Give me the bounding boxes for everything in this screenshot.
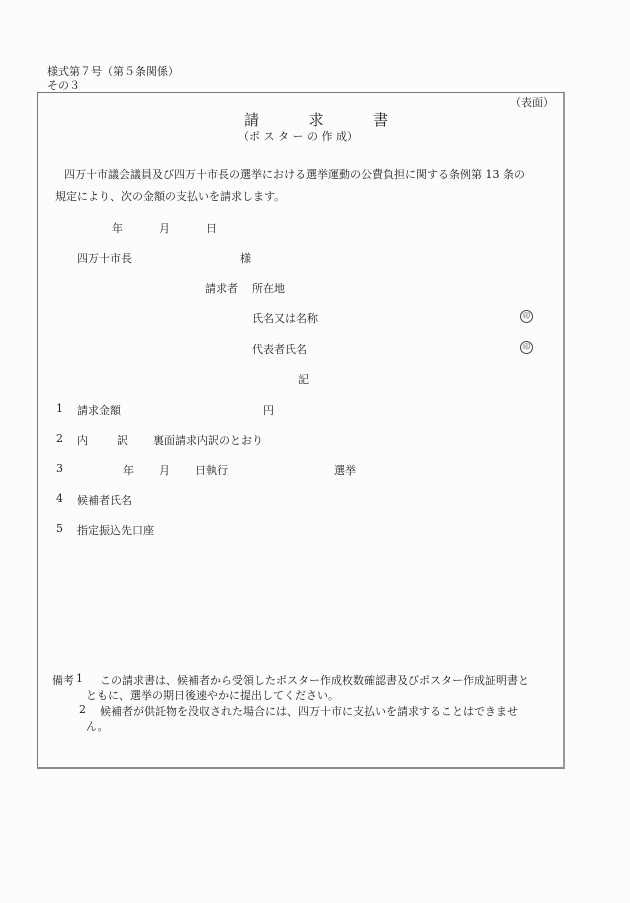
item-3-num: 3 bbox=[56, 462, 63, 475]
date-day: 日 bbox=[206, 222, 217, 235]
title-char: 請 bbox=[244, 111, 260, 129]
seal-mark-rep: 印 bbox=[520, 341, 533, 354]
name-label: 氏名又は名称 bbox=[252, 312, 318, 325]
item-3-year: 年 bbox=[123, 464, 134, 477]
item-1-suffix: 円 bbox=[263, 404, 274, 417]
date-month: 月 bbox=[159, 222, 170, 235]
seal-mark-name: 印 bbox=[520, 310, 533, 323]
note-2-line-1: 候補者が供託物を没収された場合には、四万十市に支払いを請求することはできませ bbox=[100, 705, 518, 718]
document-subtitle: （ポ ス タ ー の 作 成） bbox=[238, 130, 358, 143]
address-label: 所在地 bbox=[252, 282, 285, 295]
face-label: （表面） bbox=[510, 96, 554, 109]
item-2-num: 2 bbox=[56, 432, 63, 445]
form-variant: その３ bbox=[47, 79, 80, 92]
body-line-1: 四万十市議会議員及び四万十市長の選挙における選挙運動の公費負担に関する条例第 13 条の bbox=[64, 168, 525, 181]
note-1-line-2: ともに、選挙の期日後速やかに提出してください。 bbox=[86, 689, 339, 702]
ki-heading: 記 bbox=[298, 373, 309, 386]
item-4-num: 4 bbox=[56, 492, 63, 505]
item-1-num: 1 bbox=[56, 402, 63, 415]
addressee: 四万十市長 bbox=[77, 252, 132, 265]
rep-label: 代表者氏名 bbox=[252, 343, 307, 356]
item-3-month: 月 bbox=[159, 464, 170, 477]
form-number: 様式第７号（第５条関係） bbox=[47, 65, 179, 78]
title-char: 求 bbox=[308, 111, 324, 129]
title-char: 書 bbox=[373, 111, 389, 129]
note-2-line-2: ん。 bbox=[86, 720, 109, 733]
note-1-num: 1 bbox=[76, 672, 83, 685]
note-2-num: 2 bbox=[79, 703, 86, 716]
item-3-suffix: 選挙 bbox=[334, 464, 356, 477]
notes-label: 備考 bbox=[52, 674, 74, 687]
item-2-label-b: 訳 bbox=[117, 434, 128, 447]
item-2-label-a: 内 bbox=[77, 434, 88, 447]
body-line-2: 規定により、次の金額の支払いを請求します。 bbox=[55, 190, 286, 203]
item-2-value: 裏面請求内訳のとおり bbox=[153, 434, 263, 447]
honorific: 様 bbox=[240, 252, 251, 265]
note-1-line-1: この請求書は、候補者から受領したポスター作成枚数確認書及びポスター作成証明書と bbox=[100, 674, 529, 687]
item-4-label: 候補者氏名 bbox=[77, 494, 132, 507]
date-year: 年 bbox=[112, 222, 123, 235]
document-title bbox=[244, 109, 388, 130]
item-5-num: 5 bbox=[56, 522, 63, 535]
item-1-label: 請求金額 bbox=[77, 404, 121, 417]
claimant-label: 請求者 bbox=[205, 282, 238, 295]
item-3-day: 日執行 bbox=[195, 464, 228, 477]
item-5-label: 指定振込先口座 bbox=[77, 524, 154, 537]
